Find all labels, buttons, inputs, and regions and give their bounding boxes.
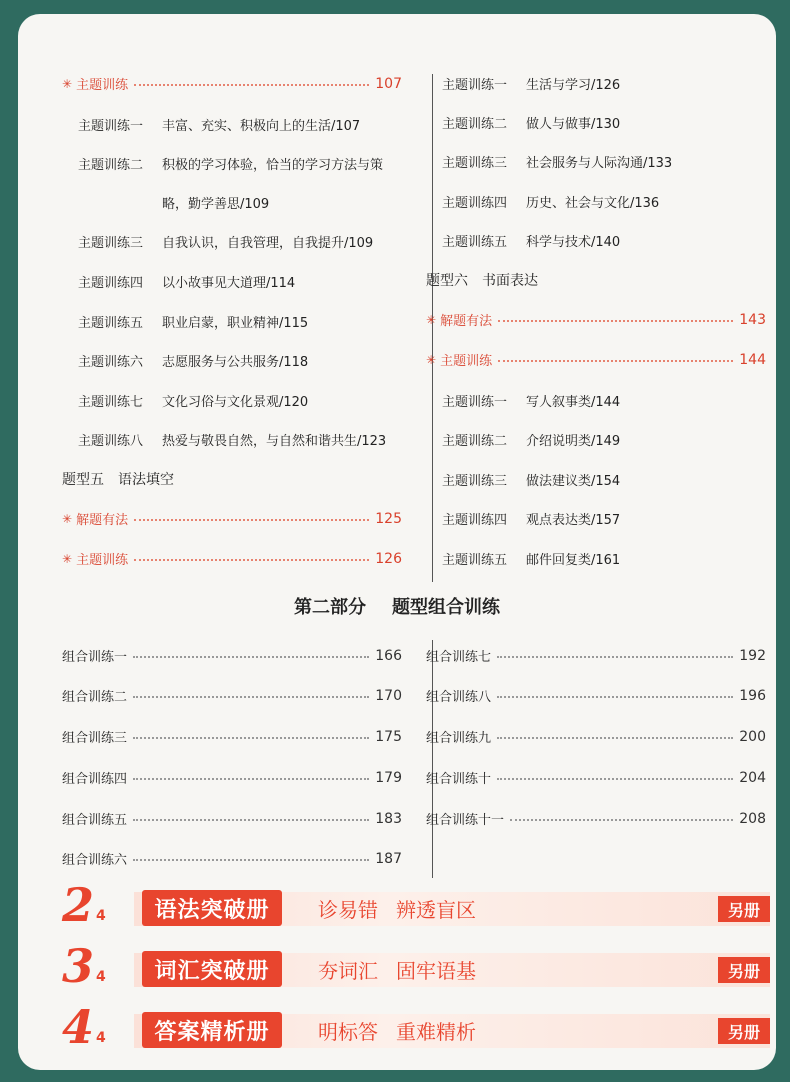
combo-item[interactable] <box>426 646 766 665</box>
combo-page: 200 <box>739 728 766 745</box>
toc-item[interactable] <box>78 272 295 291</box>
toc-highlight-method[interactable] <box>62 509 402 528</box>
dot-leader <box>497 696 733 698</box>
item-text: 做人与做事/130 <box>526 117 621 132</box>
combo-label: 组合训练五 <box>62 813 128 828</box>
highlight-page: 125 <box>375 510 402 527</box>
toc-item[interactable] <box>78 351 308 370</box>
volume-number: 3 <box>62 939 95 993</box>
section-number: 题型六 <box>426 273 468 289</box>
supplement-banner-vocabulary[interactable] <box>62 939 770 993</box>
section-heading <box>62 469 174 489</box>
star-icon: ✳ <box>62 511 73 526</box>
item-label: 主题训练三 <box>442 156 508 171</box>
banner-slogan <box>318 955 476 984</box>
combo-label: 组合训练一 <box>62 650 128 665</box>
combo-page: 183 <box>375 810 402 827</box>
item-label: 主题训练四 <box>442 196 508 211</box>
item-text: 生活与学习/126 <box>526 78 621 93</box>
dot-leader <box>133 859 369 861</box>
item-label: 主题训练一 <box>442 78 508 93</box>
banner-title: 词汇突破册 <box>142 951 282 987</box>
toc-highlight-theme-training[interactable] <box>426 350 766 369</box>
volume-number: 4 <box>62 1000 95 1054</box>
item-text: 做法建议类/154 <box>526 474 621 489</box>
column-divider-bottom <box>432 640 433 878</box>
toc-item[interactable] <box>442 152 672 171</box>
item-text: 历史、社会与文化/136 <box>526 196 660 211</box>
item-label: 主题训练四 <box>442 513 508 528</box>
item-label: 主题训练六 <box>78 355 144 370</box>
item-label: 主题训练二 <box>78 158 144 173</box>
part-number: 第二部分 <box>294 597 366 618</box>
toc-item[interactable] <box>442 549 620 568</box>
slogan-part: 固牢语基 <box>396 959 476 983</box>
dot-leader <box>133 737 369 739</box>
toc-item[interactable] <box>442 74 620 93</box>
star-icon: ✳ <box>62 76 73 91</box>
item-label: 主题训练四 <box>78 276 144 291</box>
dot-leader <box>133 696 369 698</box>
item-text: 科学与技术/140 <box>526 235 621 250</box>
item-text: 积极的学习体验，恰当的学习方法与策 <box>162 158 384 173</box>
item-label: 主题训练二 <box>442 434 508 449</box>
separate-volume-tag: 另册 <box>718 1018 770 1044</box>
item-label: 主题训练五 <box>442 235 508 250</box>
combo-item[interactable] <box>426 809 766 828</box>
combo-label: 组合训练二 <box>62 690 128 705</box>
item-text: 邮件回复类/161 <box>526 553 621 568</box>
toc-item[interactable] <box>442 470 620 489</box>
banner-title: 答案精析册 <box>142 1012 282 1048</box>
item-text: 文化习俗与文化景观/120 <box>162 395 309 410</box>
banner-title: 语法突破册 <box>142 890 282 926</box>
combo-label: 组合训练十 <box>426 772 492 787</box>
combo-item[interactable] <box>62 809 402 828</box>
combo-item[interactable] <box>62 646 402 665</box>
dot-leader <box>498 360 733 362</box>
section-title: 语法填空 <box>118 472 174 488</box>
toc-item[interactable] <box>442 391 620 410</box>
toc-highlight-theme-training[interactable] <box>62 549 402 568</box>
combo-page: 204 <box>739 769 766 786</box>
item-text: 热爱与敬畏自然，与自然和谐共生/123 <box>162 434 387 449</box>
item-label: 主题训练三 <box>442 474 508 489</box>
dot-leader <box>133 656 369 658</box>
combo-item[interactable] <box>62 768 402 787</box>
dot-leader <box>497 778 733 780</box>
section-title: 书面表达 <box>482 273 538 289</box>
item-text: 观点表达类/157 <box>526 513 621 528</box>
item-label: 主题训练三 <box>78 236 144 251</box>
dot-leader <box>134 559 369 561</box>
combo-item[interactable] <box>426 768 766 787</box>
toc-highlight-method[interactable] <box>426 310 766 329</box>
combo-label: 组合训练三 <box>62 731 128 746</box>
volume-number: 2 <box>62 878 95 932</box>
combo-page: 170 <box>375 687 402 704</box>
item-text: 自我认识，自我管理，自我提升/109 <box>162 236 374 251</box>
volume-total: 4 <box>96 969 106 985</box>
toc-item[interactable] <box>442 192 659 211</box>
combo-label: 组合训练九 <box>426 731 492 746</box>
highlight-page: 143 <box>739 311 766 328</box>
toc-item[interactable] <box>78 115 360 134</box>
combo-page: 175 <box>375 728 402 745</box>
highlight-label: 解题有法 <box>76 513 129 528</box>
toc-item[interactable] <box>78 391 308 410</box>
toc-item[interactable] <box>442 113 620 132</box>
toc-item-continued <box>78 193 269 212</box>
combo-page: 192 <box>739 647 766 664</box>
section-number: 题型五 <box>62 472 104 488</box>
star-icon: ✳ <box>426 352 437 367</box>
item-label: 主题训练一 <box>78 119 144 134</box>
highlight-page: 144 <box>739 351 766 368</box>
supplement-banner-answers[interactable] <box>62 1000 770 1054</box>
item-text: 社会服务与人际沟通/133 <box>526 156 673 171</box>
dot-leader <box>498 320 733 322</box>
section-heading <box>426 270 538 290</box>
banner-slogan <box>318 1016 476 1045</box>
volume-total: 4 <box>96 1030 106 1046</box>
toc-page <box>18 14 776 1070</box>
toc-item[interactable] <box>442 231 620 250</box>
toc-item[interactable] <box>78 430 386 449</box>
star-icon: ✳ <box>426 312 437 327</box>
combo-label: 组合训练四 <box>62 772 128 787</box>
highlight-label: 主题训练 <box>76 553 129 568</box>
combo-label: 组合训练八 <box>426 690 492 705</box>
separate-volume-tag: 另册 <box>718 957 770 983</box>
star-icon: ✳ <box>62 551 73 566</box>
toc-item[interactable] <box>78 232 373 251</box>
combo-item[interactable] <box>62 849 402 868</box>
banner-slogan <box>318 894 476 923</box>
combo-label: 组合训练六 <box>62 853 128 868</box>
dot-leader <box>497 656 733 658</box>
combo-item[interactable] <box>426 686 766 705</box>
combo-label: 组合训练七 <box>426 650 492 665</box>
item-label: 主题训练五 <box>78 316 144 331</box>
dot-leader <box>133 819 369 821</box>
dot-leader <box>134 519 369 521</box>
toc-highlight-theme-training[interactable] <box>62 74 402 93</box>
highlight-page: 126 <box>375 550 402 567</box>
slogan-part: 夯词汇 <box>318 959 378 983</box>
combo-item[interactable] <box>62 686 402 705</box>
volume-total: 4 <box>96 908 106 924</box>
item-label: 主题训练五 <box>442 553 508 568</box>
item-text: 写人叙事类/144 <box>526 395 621 410</box>
highlight-label: 解题有法 <box>440 314 493 329</box>
toc-item[interactable] <box>442 509 620 528</box>
slogan-part: 重难精析 <box>396 1020 476 1044</box>
slogan-part: 诊易错 <box>318 898 378 922</box>
item-text: 介绍说明类/149 <box>526 434 621 449</box>
item-text: 略，勤学善思/109 <box>162 197 270 212</box>
item-label: 主题训练七 <box>78 395 144 410</box>
supplement-banner-grammar[interactable] <box>62 878 770 932</box>
combo-label: 组合训练十一 <box>426 813 505 828</box>
separate-volume-tag: 另册 <box>718 896 770 922</box>
combo-page: 179 <box>375 769 402 786</box>
slogan-part: 辨透盲区 <box>396 898 476 922</box>
dot-leader <box>510 819 733 821</box>
item-text: 以小故事见大道理/114 <box>162 276 296 291</box>
item-label: 主题训练一 <box>442 395 508 410</box>
slogan-part: 明标答 <box>318 1020 378 1044</box>
combo-item[interactable] <box>426 727 766 746</box>
highlight-label: 主题训练 <box>76 78 129 93</box>
combo-page: 196 <box>739 687 766 704</box>
item-label: 主题训练八 <box>78 434 144 449</box>
item-text: 职业启蒙，职业精神/115 <box>162 316 309 331</box>
toc-item[interactable] <box>78 312 308 331</box>
highlight-label: 主题训练 <box>440 354 493 369</box>
dot-leader <box>133 778 369 780</box>
dot-leader <box>134 84 369 86</box>
dot-leader <box>497 737 733 739</box>
item-text: 丰富、充实、积极向上的生活/107 <box>162 119 361 134</box>
combo-item[interactable] <box>62 727 402 746</box>
item-label: 主题训练二 <box>442 117 508 132</box>
highlight-page: 107 <box>375 75 402 92</box>
toc-item[interactable] <box>442 430 620 449</box>
part-title <box>18 593 776 619</box>
combo-page: 187 <box>375 850 402 867</box>
toc-item[interactable] <box>78 154 383 173</box>
part-name: 题型组合训练 <box>392 597 500 618</box>
combo-page: 166 <box>375 647 402 664</box>
item-text: 志愿服务与公共服务/118 <box>162 355 309 370</box>
combo-page: 208 <box>739 810 766 827</box>
